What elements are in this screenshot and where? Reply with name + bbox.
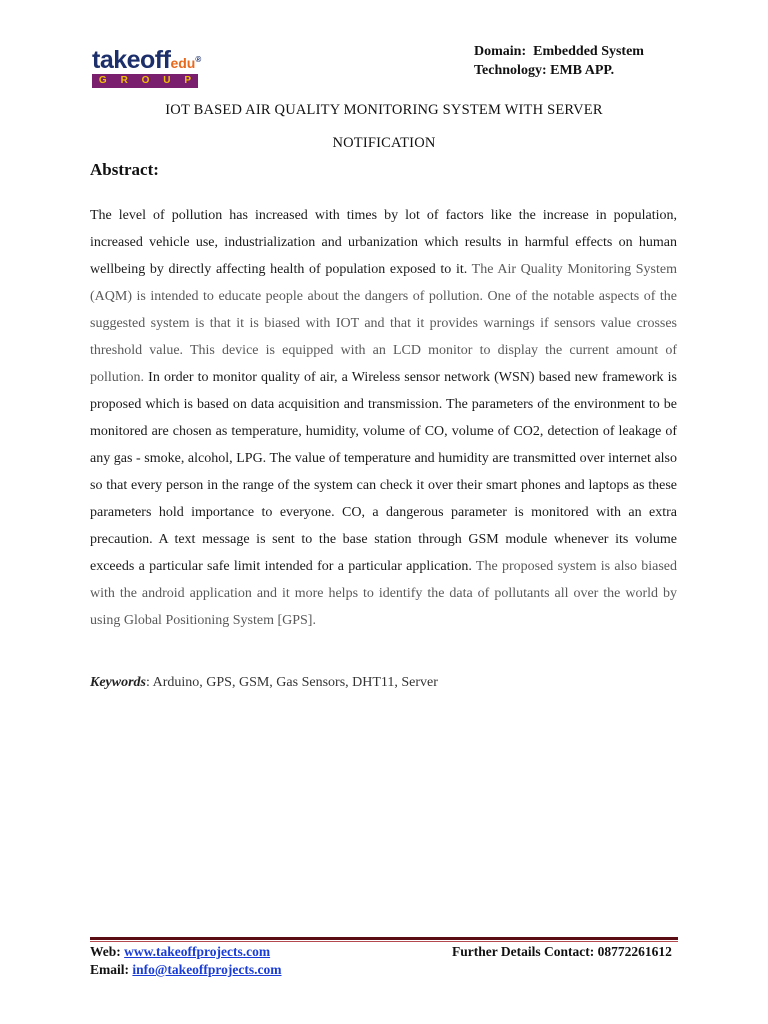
- abstract-text: The level of pollution has increased with times by lot of factors like the increase in population, increased vehicle use, industrialization and urbanization which results in harmful effects on human wellbeing by directly affecting health of population exposed to it.: [90, 208, 677, 277]
- logo-wordmark: [92, 46, 201, 77]
- logo-suffix: edu: [170, 55, 196, 71]
- title-line-1: IOT BASED AIR QUALITY MONITORING SYSTEM WITH SERVER: [165, 102, 603, 118]
- abstract-text: In order to monitor quality of air, a Wireless sensor network (WSN) based new framework is proposed which is based on data acquisition and transmission. The parameters of the environment to be monitored are chosen as temperature, humidity, volume of CO, volume of CO2, detection of leakage of any gas - smoke, alcohol, LPG. The value of temperature and humidity are transmitted over internet also so that every person in the range of the system can check it over their smart phones and laptops as these parameters hold importance to everyone. CO, a dangerous parameter is monitored with an extra precaution. A text message is sent to the base station through GSM module whenever its volume exceeds a particular safe limit intended for a particular application.: [90, 370, 677, 574]
- keywords-label: Keywords: [90, 675, 146, 690]
- footer-contact: Further Details Contact: 08772261612: [452, 944, 672, 959]
- logo-group-letter: P: [184, 75, 192, 86]
- abstract-text-highlight: The proposed system is also biased with the android application and it more helps to identify the data of pollutants all over the world by using Global Positioning System [GPS].: [90, 559, 677, 628]
- domain-label: Domain:: [474, 44, 527, 59]
- abstract-text-highlight: The Air Quality Monitoring System (AQM) is intended to educate people about the dangers of pollution. One of the notable aspects of the suggested system is that it is biased with IOT and that it provides warnings if sensors value crosses threshold value. This device is equipped with an LCD monitor to display the current amount of pollution.: [90, 262, 677, 385]
- logo-group-letter: G: [98, 75, 107, 86]
- footer-email: [90, 962, 282, 978]
- technology-value: EMB APP.: [550, 63, 615, 78]
- domain-line: [474, 42, 644, 61]
- logo-group-letter: U: [163, 75, 171, 86]
- domain-value: Embedded System: [533, 44, 644, 59]
- company-logo: [92, 46, 204, 90]
- logo-brand: takeoff: [92, 46, 171, 74]
- technology-line: [474, 61, 644, 80]
- abstract-heading: Abstract:: [90, 160, 159, 179]
- email-link[interactable]: info@takeoffprojects.com: [132, 962, 282, 977]
- logo-group-letter: O: [141, 75, 150, 86]
- logo-group-letter: R: [120, 75, 128, 86]
- document-title: [90, 94, 678, 160]
- logo-registered-mark: ®: [195, 55, 201, 64]
- keywords-value: : Arduino, GPS, GSM, Gas Sensors, DHT11, Server: [146, 675, 438, 690]
- web-link[interactable]: www.takeoffprojects.com: [124, 944, 271, 959]
- email-label: Email:: [90, 962, 133, 977]
- keywords-line: [90, 675, 438, 691]
- document-meta: [474, 42, 644, 80]
- footer-web: [90, 944, 270, 960]
- footer-divider: [90, 937, 678, 940]
- web-label: Web:: [90, 944, 125, 959]
- title-line-2: NOTIFICATION: [332, 135, 436, 151]
- technology-label: Technology:: [474, 63, 547, 78]
- footer-divider-thin: [90, 941, 678, 942]
- abstract-body: [90, 202, 677, 634]
- logo-group-bar: [92, 74, 198, 88]
